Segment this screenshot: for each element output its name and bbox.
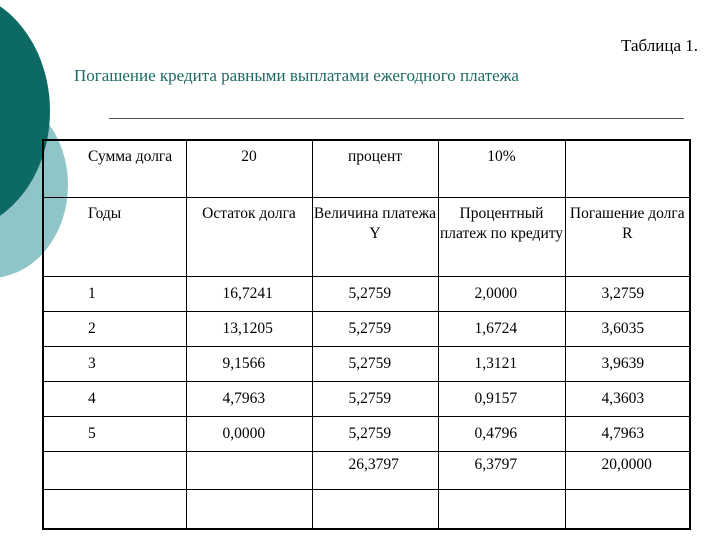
empty-cell [438, 490, 565, 530]
table-label: Таблица 1. [621, 36, 698, 55]
interest-payment-cell: 0,9157 [438, 382, 565, 417]
payment-cell: 5,2759 [312, 312, 438, 347]
column-header: Процентный платеж по кредиту [438, 198, 565, 277]
remaining-debt-cell: 13,1205 [186, 312, 312, 347]
title-divider [109, 118, 684, 119]
principal-repayment-cell: 3,6035 [565, 312, 690, 347]
empty-row [43, 490, 690, 530]
table-header-row [43, 140, 690, 198]
year-cell: 4 [43, 382, 186, 417]
debt-amount-label: Сумма долга [43, 140, 186, 198]
table-row [43, 312, 690, 347]
total-interest-cell: 6,3797 [438, 452, 565, 490]
empty-cell [186, 490, 312, 530]
principal-repayment-cell: 4,3603 [565, 382, 690, 417]
column-header: Погашение долга R [565, 198, 690, 277]
totals-blank-cell [43, 452, 186, 490]
payment-cell: 5,2759 [312, 347, 438, 382]
remaining-debt-cell: 0,0000 [186, 417, 312, 452]
totals-row [43, 452, 690, 490]
column-header: Остаток долга [186, 198, 312, 277]
principal-repayment-cell: 3,2759 [565, 277, 690, 312]
column-headers-row [43, 198, 690, 277]
interest-payment-cell: 1,3121 [438, 347, 565, 382]
year-cell: 2 [43, 312, 186, 347]
empty-cell [565, 490, 690, 530]
slide-title: Погашение кредита равными выплатами ежегодного платежа [74, 66, 519, 85]
payment-cell: 5,2759 [312, 417, 438, 452]
total-payment-cell: 26,3797 [312, 452, 438, 490]
loan-repayment-table [42, 139, 691, 530]
interest-payment-cell: 1,6724 [438, 312, 565, 347]
column-header: Годы [43, 198, 186, 277]
principal-repayment-cell: 3,9639 [565, 347, 690, 382]
principal-repayment-cell: 4,7963 [565, 417, 690, 452]
empty-cell [43, 490, 186, 530]
table-row [43, 347, 690, 382]
interest-payment-cell: 0,4796 [438, 417, 565, 452]
blank-cell [565, 140, 690, 198]
remaining-debt-cell: 16,7241 [186, 277, 312, 312]
empty-cell [312, 490, 438, 530]
payment-cell: 5,2759 [312, 382, 438, 417]
interest-payment-cell: 2,0000 [438, 277, 565, 312]
table-row [43, 382, 690, 417]
remaining-debt-cell: 4,7963 [186, 382, 312, 417]
year-cell: 5 [43, 417, 186, 452]
table-row [43, 277, 690, 312]
remaining-debt-cell: 9,1566 [186, 347, 312, 382]
year-cell: 3 [43, 347, 186, 382]
totals-blank-cell [186, 452, 312, 490]
table-row [43, 417, 690, 452]
interest-value: 10% [438, 140, 565, 198]
debt-amount-value: 20 [186, 140, 312, 198]
interest-label: процент [312, 140, 438, 198]
column-header: Величина платежа Y [312, 198, 438, 277]
total-repayment-cell: 20,0000 [565, 452, 690, 490]
year-cell: 1 [43, 277, 186, 312]
payment-cell: 5,2759 [312, 277, 438, 312]
